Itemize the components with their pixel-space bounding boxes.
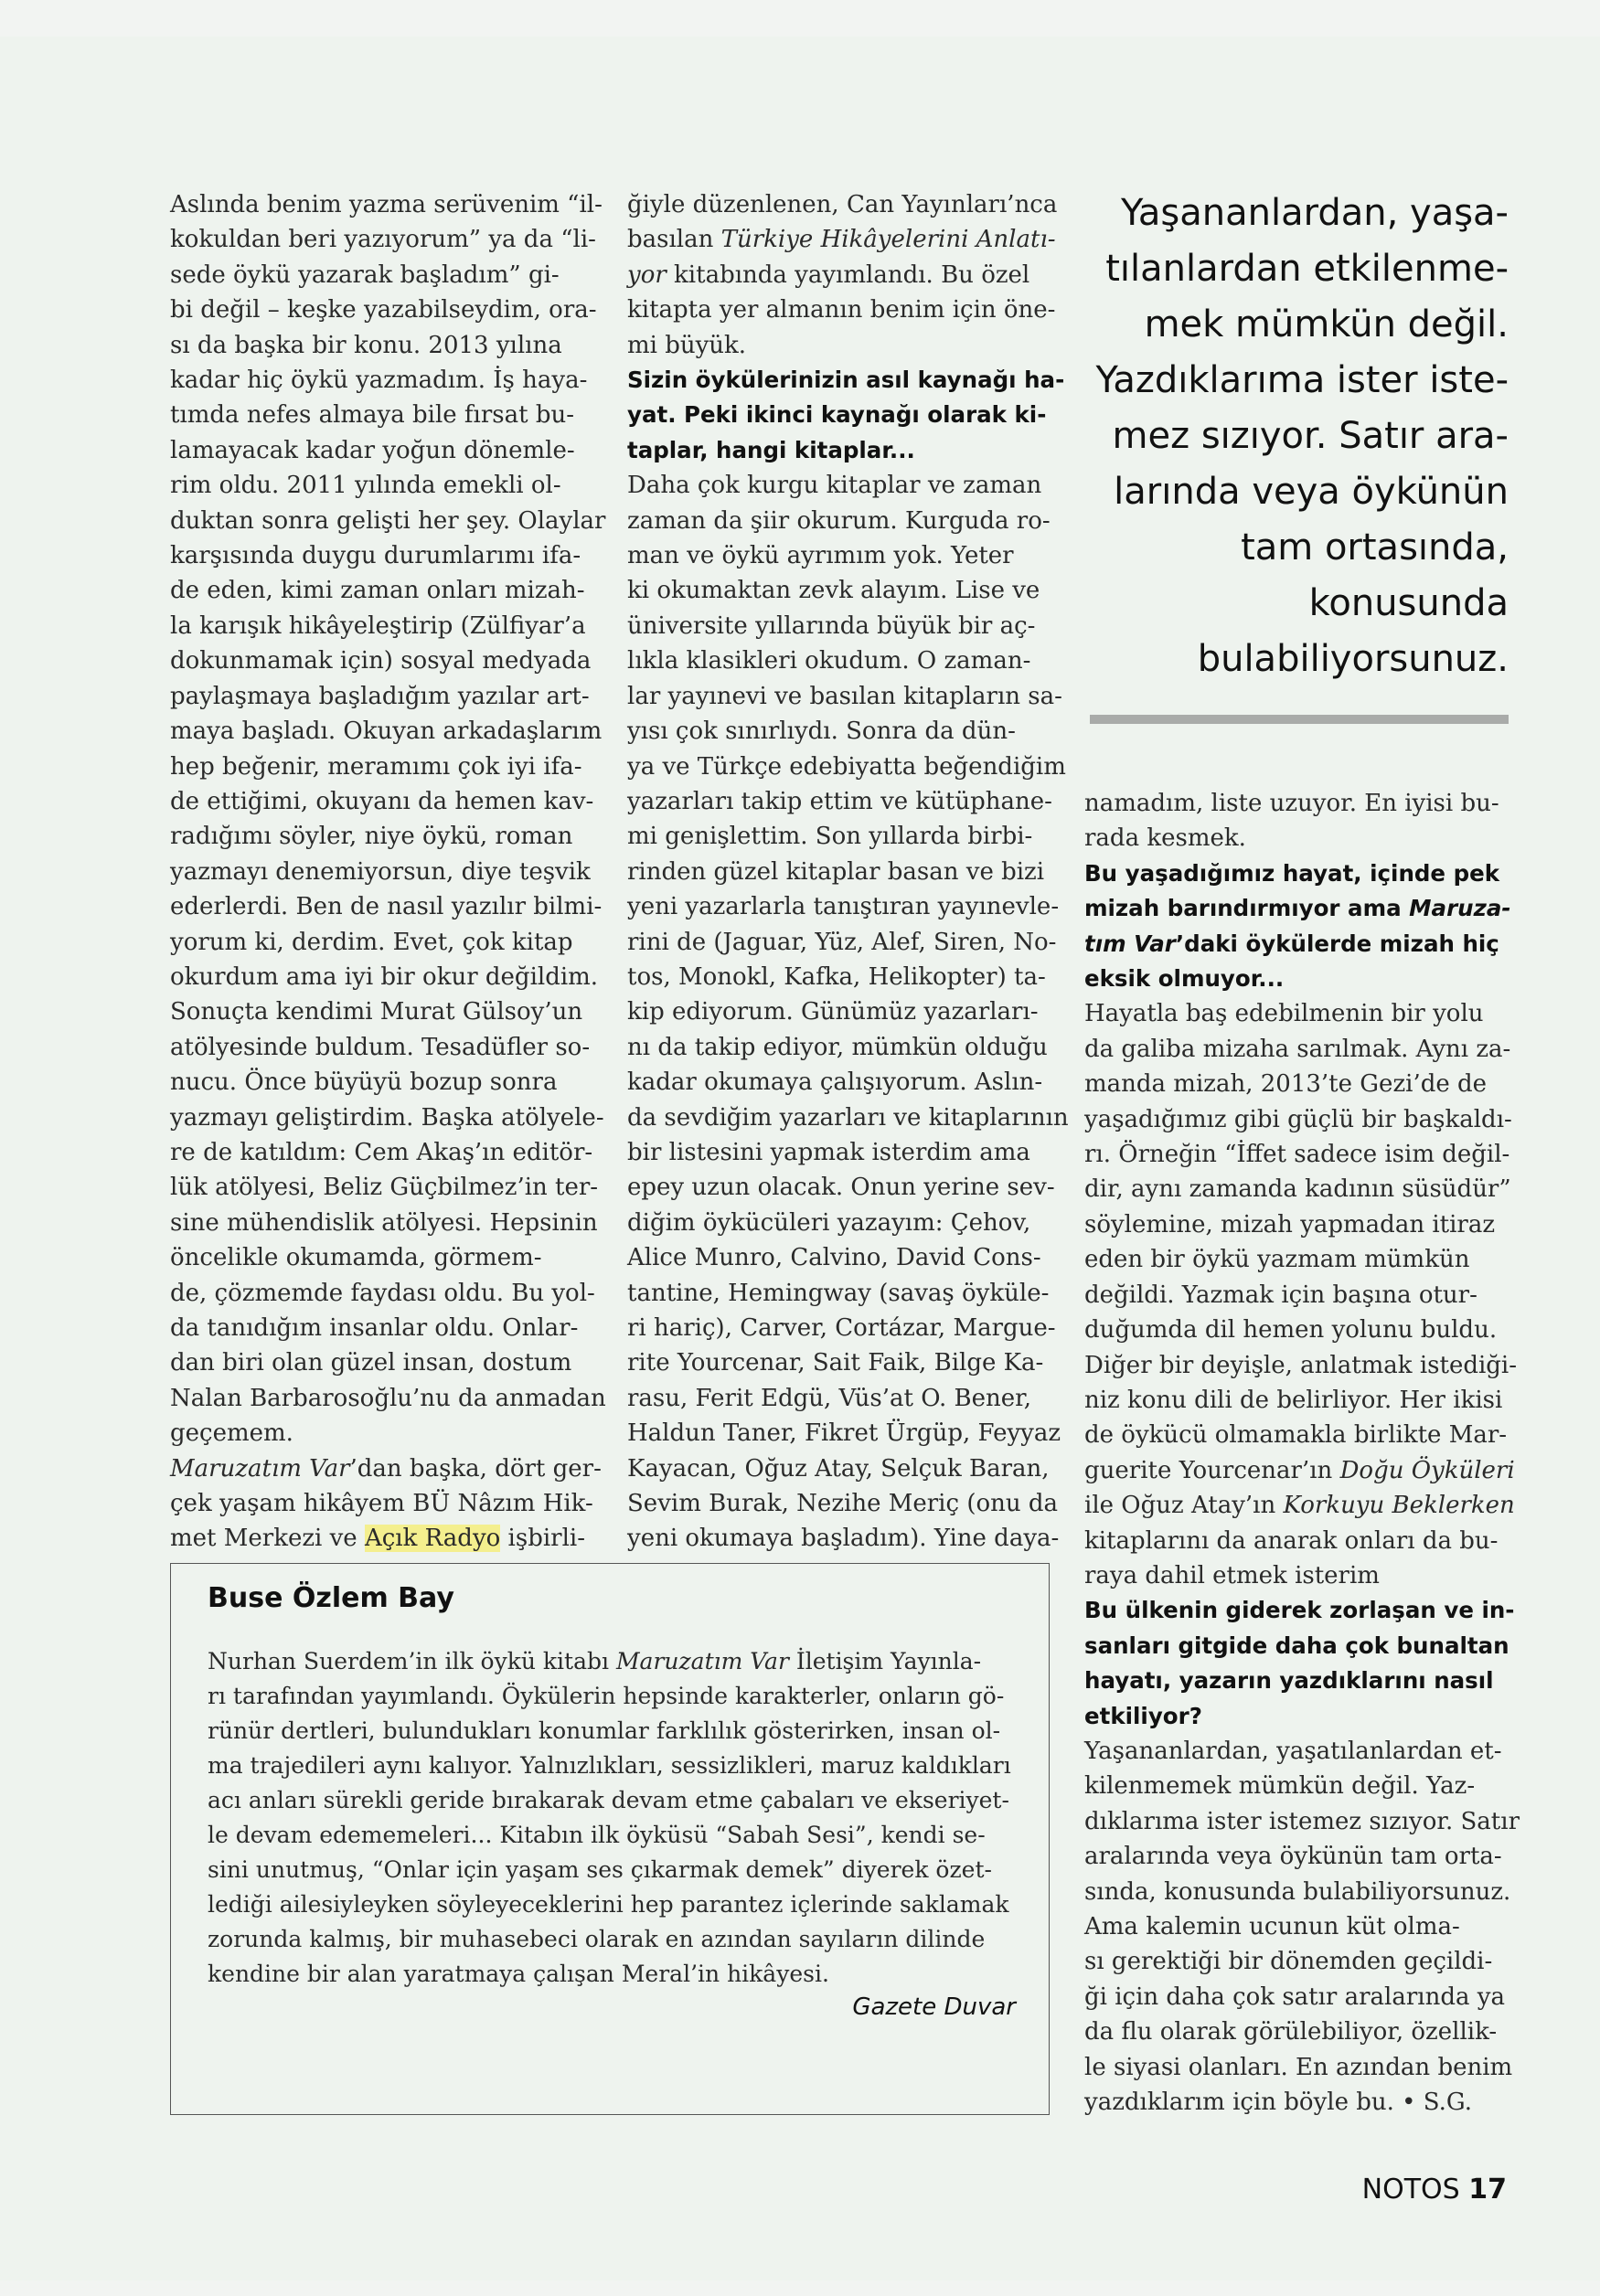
column-2-line: ri hariç), Carver, Cortázar, Margue- <box>627 1314 1056 1342</box>
column-2-line: yor kitabında yayımlandı. Bu özel <box>627 260 1030 289</box>
column-2-line: yeni okumaya başladım). Yine daya- <box>627 1525 1060 1553</box>
column-3-line: le siyasi olanları. En azından benim <box>1084 2053 1513 2081</box>
column-1-line: radığımı söyler, niye öykü, roman <box>170 823 573 851</box>
column-1-line: da tanıdığım insanlar oldu. Onlar- <box>170 1314 579 1342</box>
column-1-line: Aslında benim yazma serüvenim “il- <box>170 191 603 218</box>
column-2-line: basılan Türkiye Hikâyelerini Anlatı- <box>627 226 1056 254</box>
column-1-line: Nalan Barbarosoğlu’nu da anmadan <box>170 1384 606 1412</box>
column-1-line: met Merkezi ve Açık Radyo işbirli- <box>170 1525 586 1553</box>
column-2-line: Daha çok kurgu kitaplar ve zaman <box>627 472 1042 500</box>
column-2-line: ya ve Türkçe edebiyatta beğendiğim <box>627 752 1066 781</box>
pull-quote-line: Yazdıklarıma ister iste- <box>1095 359 1509 401</box>
column-1-line: dan biri olan güzel insan, dostum <box>170 1349 572 1377</box>
pull-quote-line: mez sızıyor. Satır ara- <box>1112 415 1509 457</box>
column-2-line: kitapta yer almanın benim için öne- <box>627 296 1056 324</box>
review-line: le devam edememeleri... Kitabın ilk öyküsü “Sabah Sesi”, kendi se- <box>208 1822 986 1848</box>
column-2-line: Sevim Burak, Nezihe Meriç (onu da <box>627 1490 1059 1518</box>
column-3 <box>1084 786 1520 2120</box>
column-2-line: yısı çok sınırlıydı. Sonra da dün- <box>627 718 1016 746</box>
column-2-line: lıkla klasikleri okudum. O zaman- <box>627 647 1031 675</box>
column-3-line: manda mizah, 2013’te Gezi’de de <box>1084 1070 1488 1099</box>
column-2-line: kip ediyorum. Günümüz yazarları- <box>627 998 1039 1026</box>
question-line: hayatı, yazarın yazdıklarını nasıl <box>1084 1667 1494 1695</box>
pull-quote-line: bulabiliyorsunuz. <box>1197 638 1509 680</box>
review-author: Buse Özlem Bay <box>208 1582 454 1614</box>
column-2-line: yeni yazarlarla tanıştıran yayınevle- <box>627 893 1060 921</box>
pull-quote-line: larında veya öykünün <box>1114 471 1509 513</box>
column-1-line: geçemem. <box>170 1419 293 1448</box>
review-line: rünür dertleri, bulundukları konumlar farklılık gösterirken, insan ol- <box>208 1717 1001 1744</box>
page-number: 17 <box>1468 2174 1507 2206</box>
column-2-line: bir listesini yapmak isterdim ama <box>627 1138 1030 1166</box>
column-2-line: rite Yourcenar, Sait Faik, Bilge Ka- <box>627 1349 1044 1377</box>
interview-question-3 <box>1084 1593 1520 1734</box>
column-1-line: kadar hiç öykü yazmadım. İş haya- <box>170 367 588 395</box>
review-line: zorunda kalmış, bir muhasebeci olarak en azından sayıların dilinde <box>208 1926 986 1952</box>
column-1-line: hep beğenir, meramımı çok iyi ifa- <box>170 752 582 781</box>
column-2-line: Haldun Taner, Fikret Ürgüp, Feyyaz <box>627 1419 1061 1448</box>
column-1-line: de eden, kimi zaman onları mizah- <box>170 577 585 605</box>
column-3-line: rı. Örneğin “İffet sadece isim değil- <box>1084 1141 1510 1169</box>
column-2-line: ki okumaktan zevk alayım. Lise ve <box>627 577 1040 605</box>
column-2-line: tos, Monokl, Kafka, Helikopter) ta- <box>627 962 1046 991</box>
column-3-line: kilenmemek mümkün değil. Yaz- <box>1084 1772 1476 1801</box>
column-1 <box>170 187 606 1557</box>
column-3-line: söylemine, mizah yapmadan itiraz <box>1084 1210 1496 1238</box>
question-line: Bu ülkenin giderek zorlaşan ve in- <box>1084 1597 1515 1624</box>
page-folio <box>1362 2174 1507 2206</box>
column-1-line: tımda nefes almaya bile fırsat bu- <box>170 401 575 430</box>
column-3-line: ği için daha çok satır aralarında ya <box>1084 1982 1505 2011</box>
column-1-line: ederlerdi. Ben de nasıl yazılır bilmi- <box>170 893 603 921</box>
column-1-line: karşısında duygu durumlarımı ifa- <box>170 542 581 570</box>
column-1-line: Maruzatım Var’dan başka, dört ger- <box>170 1454 602 1483</box>
column-1-line: okurdum ama iyi bir okur değildim. <box>170 962 599 991</box>
pull-quote-line: tılanlardan etkilenme- <box>1105 248 1509 290</box>
column-1-line: paylaşmaya başladığım yazılar art- <box>170 682 590 710</box>
column-1-line: yorum ki, derdim. Evet, çok kitap <box>170 928 573 956</box>
column-2-line: man ve öykü ayrımım yok. Yeter <box>627 542 1014 570</box>
column-2-line: nı da takip ediyor, mümkün olduğu <box>627 1033 1048 1061</box>
column-1-line: yazmayı denemiyorsun, diye teşvik <box>170 857 591 886</box>
column-1-line: çek yaşam hikâyem BÜ Nâzım Hik- <box>170 1490 593 1518</box>
pull-quote-divider <box>1090 715 1509 724</box>
column-3-line: Ama kalemin ucunun küt olma- <box>1084 1913 1460 1940</box>
review-line: rı tarafından yayımlandı. Öykülerin hepsinde karakterler, onların gö- <box>208 1683 1005 1709</box>
column-3-line: rada kesmek. <box>1084 824 1246 853</box>
question-line: sanları gitgide daha çok bunaltan <box>1084 1632 1509 1659</box>
magazine-name: NOTOS <box>1361 2174 1460 2206</box>
column-2-line: mi genişlettim. Son yıllarda birbi- <box>627 823 1033 851</box>
column-1-line: atölyesinde buldum. Tesadüfler so- <box>170 1033 591 1061</box>
column-2-line: yazarları takip ettim ve kütüphane- <box>627 787 1052 815</box>
column-1-line: öncelikle okumamda, görmem- <box>170 1244 542 1272</box>
column-3-line: sı gerektiği bir dönemden geçildi- <box>1084 1948 1493 1976</box>
column-3-line: dir, aynı zamanda kadının süsüdür” <box>1084 1175 1511 1204</box>
column-1-line: lük atölyesi, Beliz Güçbilmez’in ter- <box>170 1174 599 1202</box>
column-3-body-a <box>1084 786 1520 856</box>
column-2-line: tantine, Hemingway (savaş öyküle- <box>627 1279 1050 1307</box>
column-2-line: epey uzun olacak. Onun yerine sev- <box>627 1174 1055 1202</box>
column-3-line: kitaplarını da anarak onları da bu- <box>1084 1526 1499 1555</box>
review-box <box>170 1563 1050 2115</box>
review-line: acı anları sürekli geride bırakarak devam etme çabaları ve ekseriyet- <box>208 1787 1009 1813</box>
column-3-line: yaşadığımız gibi güçlü bir başkaldı- <box>1084 1105 1512 1133</box>
column-3-body-d <box>1084 1734 1520 2120</box>
column-1-line: kokuldan beri yazıyorum” ya da “li- <box>170 226 596 254</box>
column-1-line: sine mühendislik atölyesi. Hepsinin <box>170 1208 598 1237</box>
question-line: taplar, hangi kitaplar... <box>627 436 915 463</box>
column-1-line: dokunmamak için) sosyal medyada <box>170 647 592 675</box>
column-2-line: rasu, Ferit Edgü, Vüs’at O. Bener, <box>627 1384 1032 1412</box>
column-1-line: Sonuçta kendimi Murat Gülsoy’un <box>170 998 583 1026</box>
column-1-line: duktan sonra gelişti her şey. Olaylar <box>170 506 606 535</box>
column-3-line: dıklarıma ister istemez sızıyor. Satır <box>1084 1807 1520 1835</box>
column-3-line: Diğer bir deyişle, anlatmak istediği- <box>1084 1351 1518 1379</box>
column-1-line: sı da başka bir konu. 2013 yılına <box>170 331 562 359</box>
column-2-line: da sevdiğim yazarları ve kitaplarının <box>627 1103 1069 1132</box>
column-3-line: niz konu dili de belirliyor. Her ikisi <box>1084 1386 1503 1414</box>
review-source: Gazete Duvar <box>852 1993 1016 2021</box>
pull-quote-line: tam ortasında, <box>1241 526 1509 569</box>
column-3-line: aralarında veya öykünün tam orta- <box>1084 1843 1502 1871</box>
column-1-line: lamayacak kadar yoğun dönemle- <box>170 436 575 464</box>
column-2-line: diğim öykücüleri yazayım: Çehov, <box>627 1208 1031 1237</box>
review-line: lediği ailesiyleyken söyleyeceklerini hep parantez içlerinde saklamak <box>208 1891 1009 1918</box>
column-3-line: de öykücü olmamakla birlikte Mar- <box>1084 1421 1508 1450</box>
question-line: etkiliyor? <box>1084 1702 1202 1729</box>
column-3-body-b <box>1084 996 1520 1452</box>
column-3-line: eden bir öykü yazmam mümkün <box>1084 1246 1470 1274</box>
review-line: kendine bir alan yaratmaya çalışan Meral’in hikâyesi. <box>208 1961 829 1987</box>
question-line: Sizin öykülerinizin asıl kaynağı ha- <box>627 367 1065 394</box>
question-line: yat. Peki ikinci kaynağı olarak ki- <box>627 401 1047 429</box>
column-1-line: de, çözmemde faydası oldu. Bu yol- <box>170 1279 595 1307</box>
column-3-line: da flu olarak görülebiliyor, özellik- <box>1084 2018 1498 2046</box>
column-3-line: ile Oğuz Atay’ın Korkuyu Beklerken <box>1084 1492 1515 1520</box>
column-1-line: sede öykü yazarak başladım” gi- <box>170 260 560 289</box>
interview-question-2: Bu yaşadığımız hayat, içinde pek mizah barındırmıyor ama Maruza- tım Var’daki öykülerde mizah hiç eksik olmuyor... <box>1084 859 1511 993</box>
column-2-line: rini de (Jaguar, Yüz, Alef, Siren, No- <box>627 928 1057 956</box>
column-2-line: rinden güzel kitaplar basan ve bizi <box>627 857 1045 886</box>
column-1-line: de ettiğimi, okuyanı da hemen kav- <box>170 787 594 815</box>
column-3-line: namadım, liste uzuyor. En iyisi bu- <box>1084 790 1499 817</box>
highlighted-text: Açık Radyo <box>364 1525 501 1553</box>
column-1-line: rim oldu. 2011 yılında emekli ol- <box>170 472 561 500</box>
pull-quote-line: Yaşananlardan, yaşa- <box>1120 192 1509 234</box>
column-2-line: kadar okumaya çalışıyorum. Aslın- <box>627 1068 1043 1097</box>
column-1-line: la karışık hikâyeleştirip (Zülfiyar’a <box>170 611 586 640</box>
column-2-line: Kayacan, Oğuz Atay, Selçuk Baran, <box>627 1454 1050 1483</box>
column-2-line: mi büyük. <box>627 331 747 359</box>
column-3-line: değildi. Yazmak için başına otur- <box>1084 1281 1477 1309</box>
column-3-line: da galiba mizaha sarılmak. Aynı za- <box>1084 1035 1511 1063</box>
column-2-line: zaman da şiir okurum. Kurguda ro- <box>627 506 1051 535</box>
column-3-line: duğumda dil hemen yolunu buldu. <box>1084 1316 1498 1345</box>
review-line: ma trajedileri aynı kalıyor. Yalnızlıkları, sessizlikleri, maruz kaldıkları <box>208 1752 1011 1779</box>
pull-quote-line: konusunda <box>1308 582 1509 624</box>
column-2-line: Alice Munro, Calvino, David Cons- <box>627 1244 1041 1272</box>
column-1-line: bi değil – keşke yazabilseydim, ora- <box>170 296 597 324</box>
column-2-line: lar yayınevi ve basılan kitapların sa- <box>627 682 1062 710</box>
column-1-line: nucu. Önce büyüyü bozup sonra <box>170 1068 558 1097</box>
review-line: sini unutmuş, “Onlar için yaşam ses çıkarmak demek” diyerek özet- <box>208 1856 992 1883</box>
column-1-line: re de katıldım: Cem Akaş’ın editör- <box>170 1138 593 1166</box>
column-3-line: yazdıklarım için böyle bu. • S.G. <box>1084 2089 1473 2117</box>
column-3-line: guerite Yourcenar’ın Doğu Öyküleri <box>1084 1456 1515 1484</box>
pull-quote <box>997 186 1509 687</box>
column-1-line: maya başladı. Okuyan arkadaşlarım <box>170 718 603 746</box>
review-text: Nurhan Suerdem’in ilk öykü kitabı Maruzatım Var İletişim Yayınla- rı tarafından yayımlandı. Öykülerin hepsinde karakterler, onların gö- rünür dertleri, bulundukları konumlar farklılık gösterirken, insan ol- ma trajedileri aynı kalıyor. Yalnızlıkları, sessizlikleri, maruz kaldıkları acı anları sürekli geride bırakarak devam etme çabaları ve ekseriyet- le devam edememeleri... Kitabın ilk öyküsü “Sabah Sesi”, kendi se- sini unutmuş, “Onlar için yaşam ses çıkarmak demek” diyerek özet- lediği ailesiyleyken söyleyeceklerini hep parantez içlerinde saklamak zorunda kalmış, bir muhasebeci olarak en azından sayıların dilinde kendine bir alan yaratmaya çalışan Meral’in hikâyesi. <box>208 1644 1011 1992</box>
column-3-line: Hayatla baş edebilmenin bir yolu <box>1084 1000 1484 1028</box>
column-1-line: yazmayı geliştirdim. Başka atölyele- <box>170 1103 604 1132</box>
column-2-line: ğiyle düzenlenen, Can Yayınları’nca <box>627 191 1058 218</box>
column-3-line: Yaşananlardan, yaşatılanlardan et- <box>1084 1737 1502 1765</box>
column-3-line: raya dahil etmek isterim <box>1084 1561 1380 1589</box>
column-1-body <box>170 187 606 1451</box>
pull-quote-line: mek mümkün değil. <box>1144 303 1509 345</box>
column-2-line: üniversite yıllarında büyük bir aç- <box>627 611 1036 640</box>
column-3-line: sında, konusunda bulabiliyorsunuz. <box>1084 1877 1511 1906</box>
